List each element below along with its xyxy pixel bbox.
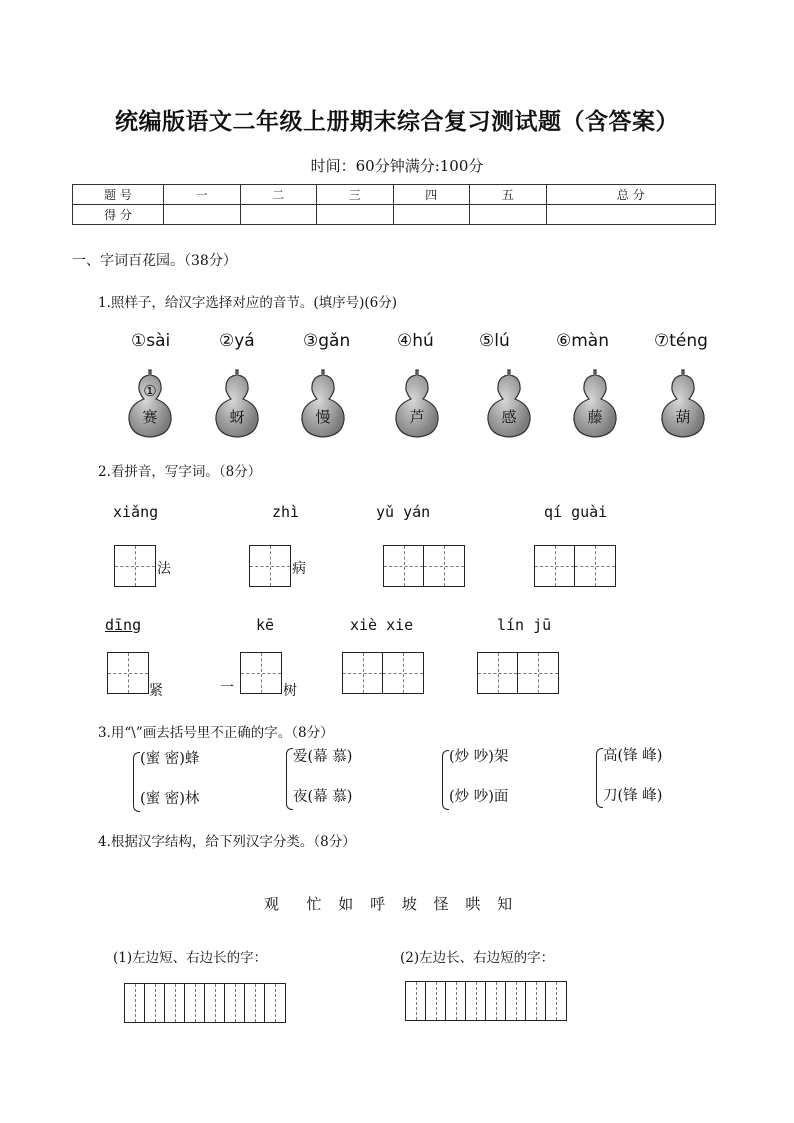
grid-suffix: 法 bbox=[157, 561, 171, 577]
pinyin-label: xiè xie bbox=[350, 616, 414, 634]
score-table-header-row bbox=[73, 185, 716, 205]
gourd-icon bbox=[212, 368, 262, 438]
writing-grid[interactable] bbox=[107, 652, 149, 694]
gourd-icon bbox=[392, 368, 442, 438]
pinyin-label: lín jū bbox=[497, 616, 552, 634]
gourd-icon bbox=[570, 368, 620, 438]
q1-prompt: 1.照样子，给汉字选择对应的音节。(填序号)(6分) bbox=[98, 295, 398, 311]
header-cell: 总 分 bbox=[546, 185, 716, 205]
pinyin-label: xiǎng bbox=[113, 503, 159, 521]
gourd-icon bbox=[298, 368, 348, 438]
writing-grid[interactable] bbox=[114, 545, 156, 587]
header-cell: 五 bbox=[470, 185, 547, 205]
writing-grid[interactable] bbox=[240, 652, 282, 694]
gourd-character: 葫 bbox=[675, 408, 691, 426]
pinyin-option: ⑤lú bbox=[479, 331, 510, 351]
character-list: 观 忙 如 呼 坡 怪 哄 知 bbox=[264, 895, 519, 913]
writing-grid[interactable] bbox=[342, 652, 424, 694]
writing-grid[interactable] bbox=[477, 652, 559, 694]
gourd-character: 蚜 bbox=[229, 408, 245, 426]
grid-prefix: 一 bbox=[220, 680, 234, 696]
gourd-7[interactable] bbox=[658, 368, 708, 438]
q3-prompt: 3.用“\”画去括号里不正确的字。（8分） bbox=[98, 725, 334, 741]
brace bbox=[133, 752, 140, 812]
word-option[interactable]: 高(锋 峰) bbox=[603, 748, 663, 764]
score-table-score-row bbox=[73, 205, 716, 225]
score-cell[interactable] bbox=[470, 205, 547, 225]
time-info: 时间：60分钟满分:100分 bbox=[310, 157, 484, 175]
pinyin-label: dīng bbox=[105, 616, 142, 634]
brace bbox=[442, 750, 449, 810]
pinyin-option: ①sài bbox=[131, 331, 171, 351]
score-cell[interactable] bbox=[317, 205, 394, 225]
gourd-5[interactable] bbox=[484, 368, 534, 438]
gourd-icon bbox=[658, 368, 708, 438]
gourd-character: 感 bbox=[501, 408, 517, 426]
word-option[interactable]: (炒 吵)面 bbox=[449, 789, 509, 805]
gourd-character: 藤 bbox=[587, 408, 603, 426]
header-cell: 题 号 bbox=[73, 185, 164, 205]
gourd-character: 芦 bbox=[409, 408, 425, 426]
pinyin-label: yǔ yán bbox=[376, 503, 431, 521]
word-option[interactable]: 爱(幕 慕) bbox=[293, 749, 353, 765]
pinyin-option: ③gǎn bbox=[303, 331, 351, 351]
score-cell[interactable] bbox=[393, 205, 470, 225]
section-1-heading: 一、字词百花园。（38分） bbox=[72, 253, 237, 269]
header-cell: 二 bbox=[240, 185, 317, 205]
writing-grid[interactable] bbox=[124, 983, 286, 1023]
header-cell: 四 bbox=[393, 185, 470, 205]
gourd-answer: ① bbox=[143, 382, 157, 400]
grid-suffix: 紧 bbox=[149, 683, 163, 699]
gourd-character: 赛 bbox=[142, 408, 158, 426]
word-option[interactable]: (炒 吵)架 bbox=[449, 749, 509, 765]
header-cell: 三 bbox=[317, 185, 394, 205]
grid-suffix: 树 bbox=[283, 683, 297, 699]
page-title: 统编版语文二年级上册期末综合复习测试题（含答案） bbox=[115, 109, 679, 135]
score-cell[interactable] bbox=[164, 205, 241, 225]
q4-sub1: (1)左边短、右边长的字： bbox=[113, 950, 268, 966]
score-table bbox=[72, 184, 716, 225]
pinyin-option: ⑦téng bbox=[654, 331, 708, 351]
writing-grid[interactable] bbox=[249, 545, 291, 587]
gourd-1[interactable] bbox=[125, 368, 175, 438]
writing-grid[interactable] bbox=[405, 981, 567, 1021]
q4-sub2: (2)左边长、右边短的字： bbox=[400, 950, 555, 966]
word-option[interactable]: (蜜 密)蜂 bbox=[140, 751, 200, 767]
gourd-2[interactable] bbox=[212, 368, 262, 438]
pinyin-label: kē bbox=[256, 616, 275, 634]
writing-grid[interactable] bbox=[383, 545, 465, 587]
score-cell[interactable] bbox=[546, 205, 716, 225]
brace bbox=[286, 748, 293, 810]
gourd-3[interactable] bbox=[298, 368, 348, 438]
pinyin-option: ②yá bbox=[219, 331, 255, 351]
word-option[interactable]: 刀(锋 峰) bbox=[603, 788, 663, 804]
pinyin-option: ④hú bbox=[397, 331, 434, 351]
word-option[interactable]: (蜜 密)林 bbox=[140, 791, 200, 807]
writing-grid[interactable] bbox=[534, 545, 616, 587]
header-cell: 一 bbox=[164, 185, 241, 205]
gourd-icon bbox=[484, 368, 534, 438]
pinyin-label: qí guài bbox=[544, 503, 608, 521]
pinyin-label: zhì bbox=[272, 503, 300, 521]
pinyin-option: ⑥màn bbox=[556, 331, 609, 351]
gourd-icon bbox=[125, 368, 175, 438]
gourd-4[interactable] bbox=[392, 368, 442, 438]
score-cell[interactable] bbox=[240, 205, 317, 225]
score-row-label: 得 分 bbox=[73, 205, 164, 225]
brace bbox=[596, 748, 603, 808]
q4-prompt: 4.根据汉字结构，给下列汉字分类。（8分） bbox=[98, 834, 356, 850]
q2-prompt: 2.看拼音，写字词。（8分） bbox=[98, 464, 262, 480]
word-option[interactable]: 夜(幕 慕) bbox=[293, 789, 353, 805]
gourd-6[interactable] bbox=[570, 368, 620, 438]
gourd-character: 慢 bbox=[315, 408, 331, 426]
grid-suffix: 病 bbox=[292, 561, 306, 577]
